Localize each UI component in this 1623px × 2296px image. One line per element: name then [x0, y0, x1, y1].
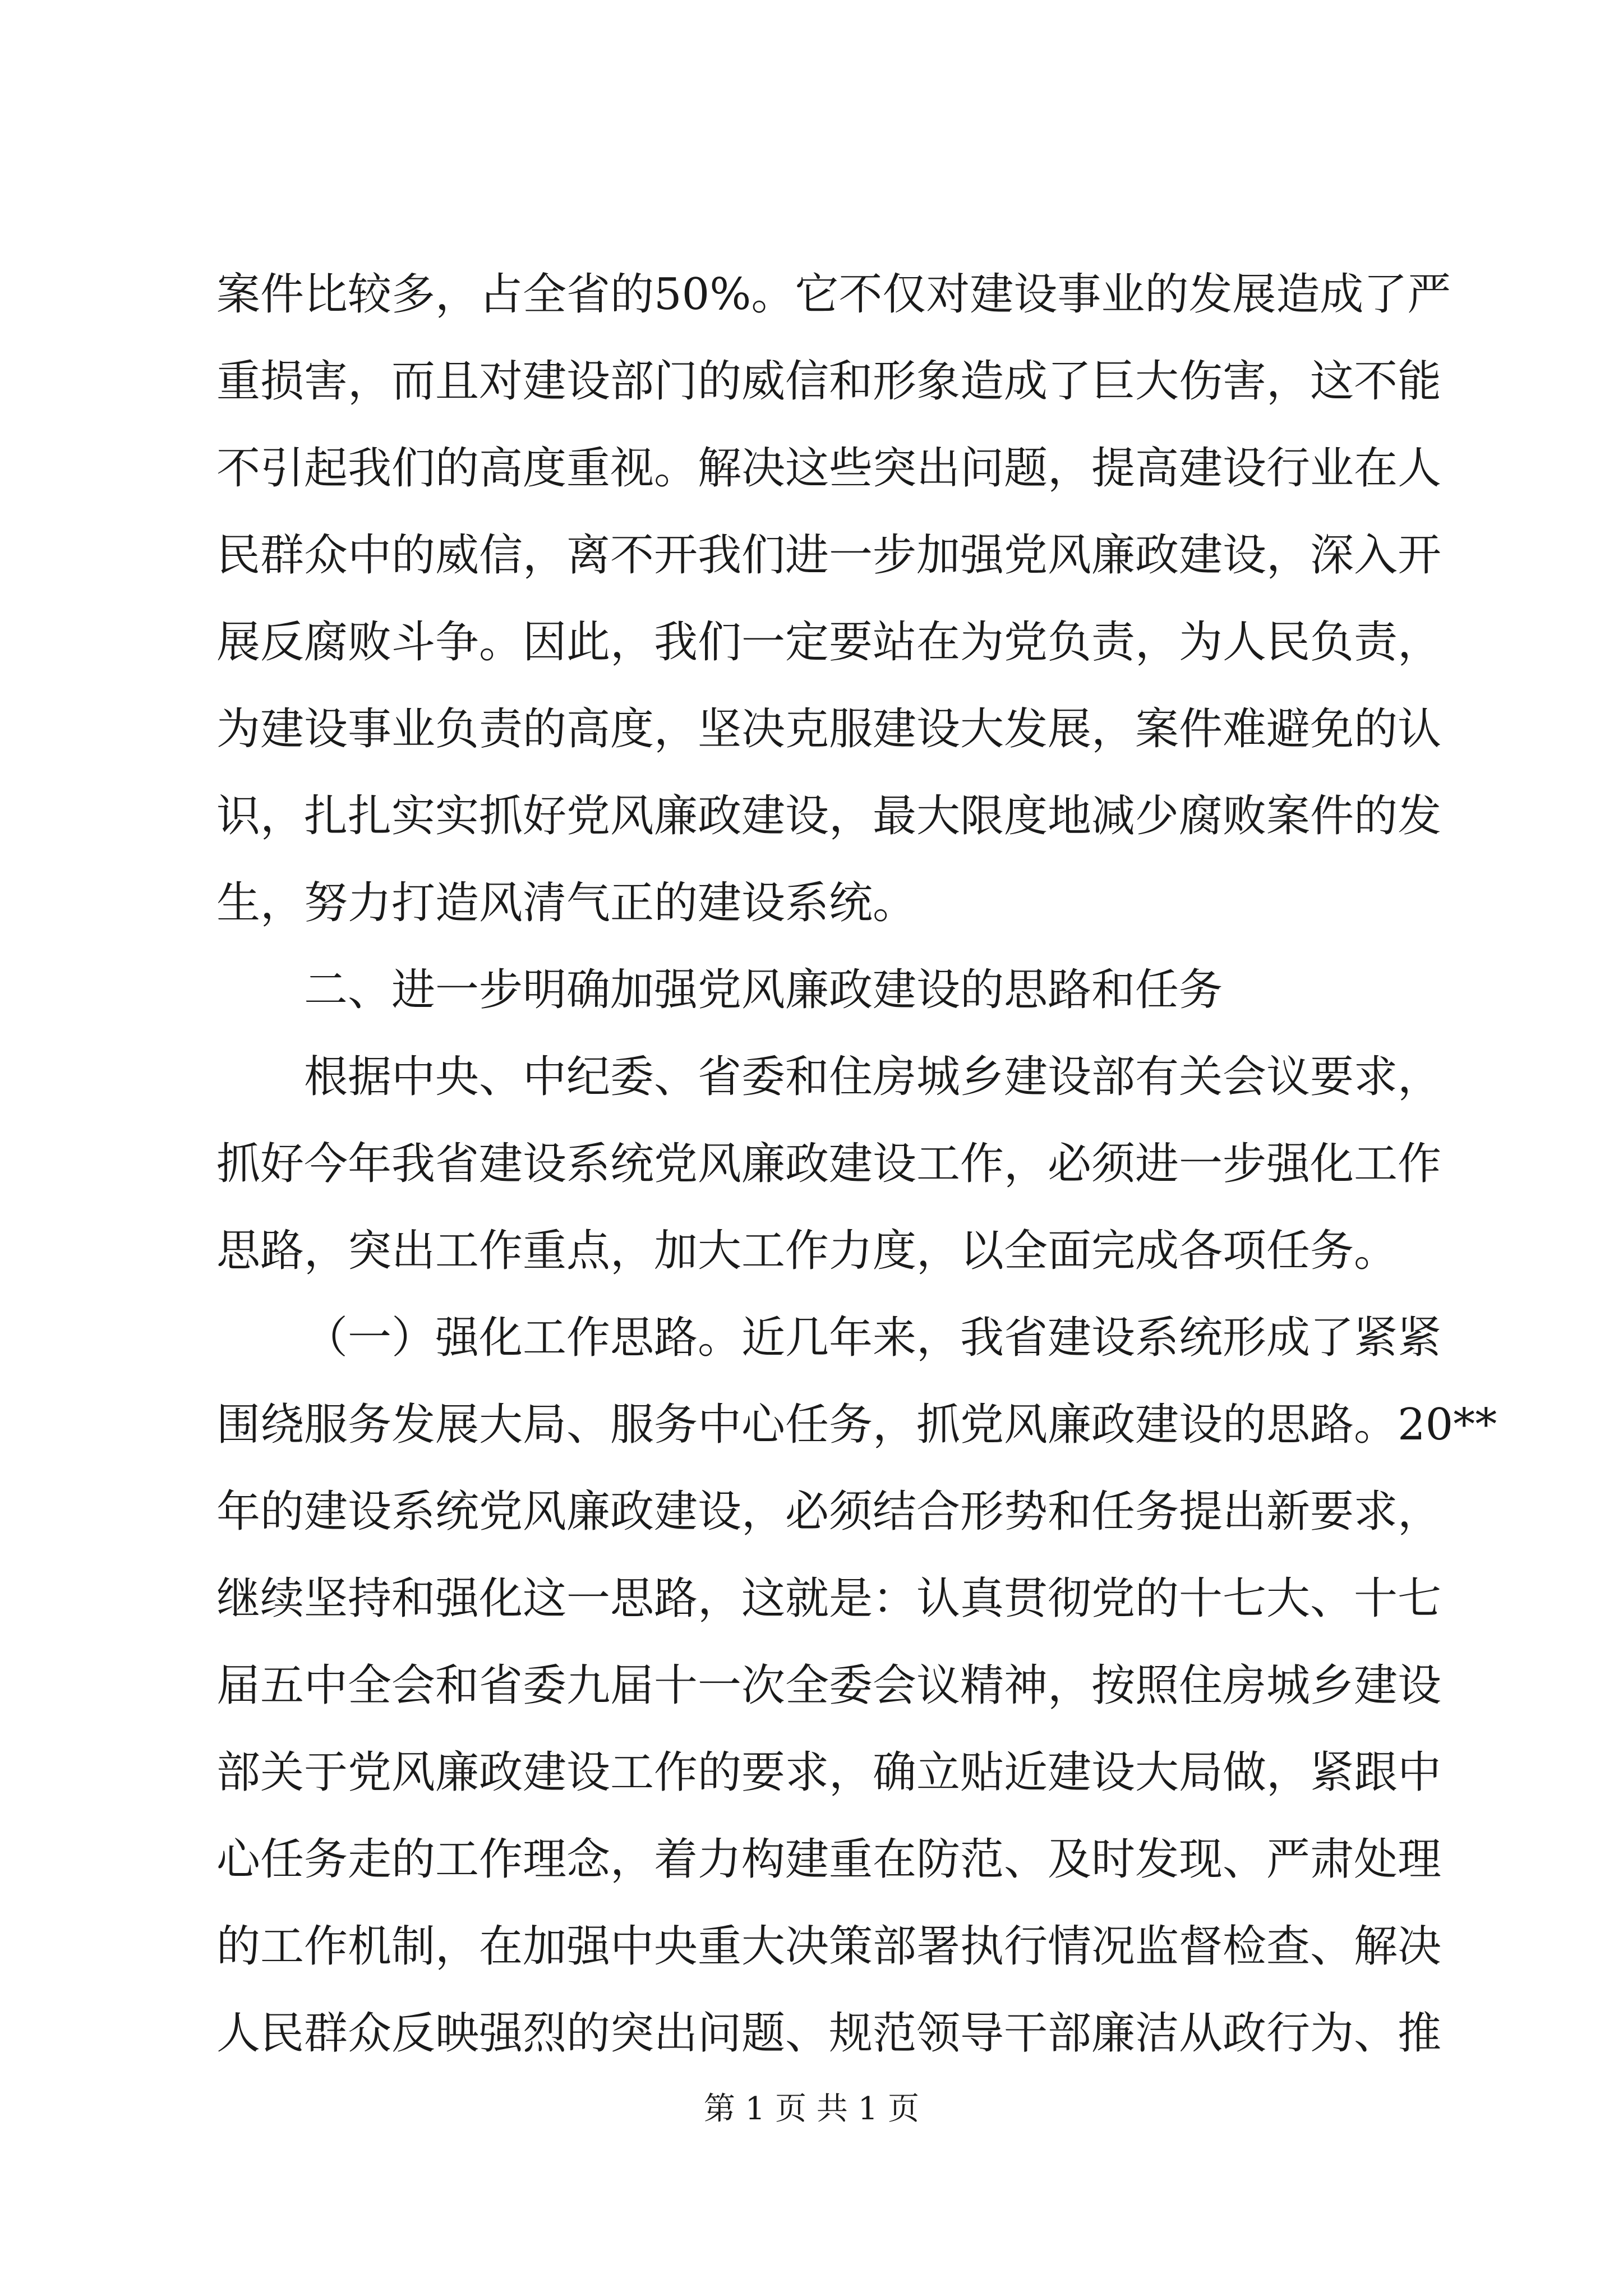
text-line: 根据中央、中纪委、省委和住房城乡建设部有关会议要求，	[304, 1052, 1442, 1102]
text-line: （一）强化工作思路。近几年来，我省建设系统形成了紧紧	[304, 1313, 1442, 1363]
text-line: 抓好今年我省建设系统党风廉政建设工作，必须进一步强化工作	[216, 1139, 1442, 1189]
text-line: 继续坚持和强化这一思路，这就是：认真贯彻党的十七大、十七	[216, 1573, 1442, 1624]
body-text	[216, 251, 1497, 2077]
text-line: 人民群众反映强烈的突出问题、规范领导干部廉洁从政行为、推	[216, 2008, 1442, 2059]
page-number: 第 1 页 共 1 页	[703, 2091, 920, 2127]
section-heading: 二、进一步明确加强党风廉政建设的思路和任务	[304, 965, 1223, 1015]
text-line: 年的建设系统党风廉政建设，必须结合形势和任务提出新要求，	[216, 1487, 1442, 1537]
text-line: 识，扎扎实实抓好党风廉政建设，最大限度地减少腐败案件的发	[216, 791, 1442, 841]
text-line: 生，努力打造风清气正的建设系统。	[216, 878, 917, 928]
text-line: 民群众中的威信，离不开我们进一步加强党风廉政建设，深入开	[216, 530, 1442, 581]
text-line: 案件比较多，占全省的50%。它不仅对建设事业的发展造成了严	[216, 269, 1451, 320]
text-line: 展反腐败斗争。因此，我们一定要站在为党负责，为人民负责，	[216, 617, 1442, 668]
text-line: 为建设事业负责的高度，坚决克服建设大发展，案件难避免的认	[216, 704, 1442, 754]
text-line: 思路，突出工作重点，加大工作力度，以全面完成各项任务。	[216, 1226, 1398, 1276]
text-line: 的工作机制，在加强中央重大决策部署执行情况监督检查、解决	[216, 1921, 1442, 1972]
text-line: 重损害，而且对建设部门的威信和形象造成了巨大伤害，这不能	[216, 356, 1442, 407]
text-line: 围绕服务发展大局、服务中心任务，抓党风廉政建设的思路。20**	[216, 1400, 1497, 1450]
text-line: 不引起我们的高度重视。解决这些突出问题，提高建设行业在人	[216, 443, 1442, 494]
text-line: 心任务走的工作理念，着力构建重在防范、及时发现、严肃处理	[216, 1834, 1442, 1885]
text-line: 部关于党风廉政建设工作的要求，确立贴近建设大局做，紧跟中	[216, 1747, 1442, 1798]
text-line: 届五中全会和省委九届十一次全委会议精神，按照住房城乡建设	[216, 1660, 1442, 1711]
